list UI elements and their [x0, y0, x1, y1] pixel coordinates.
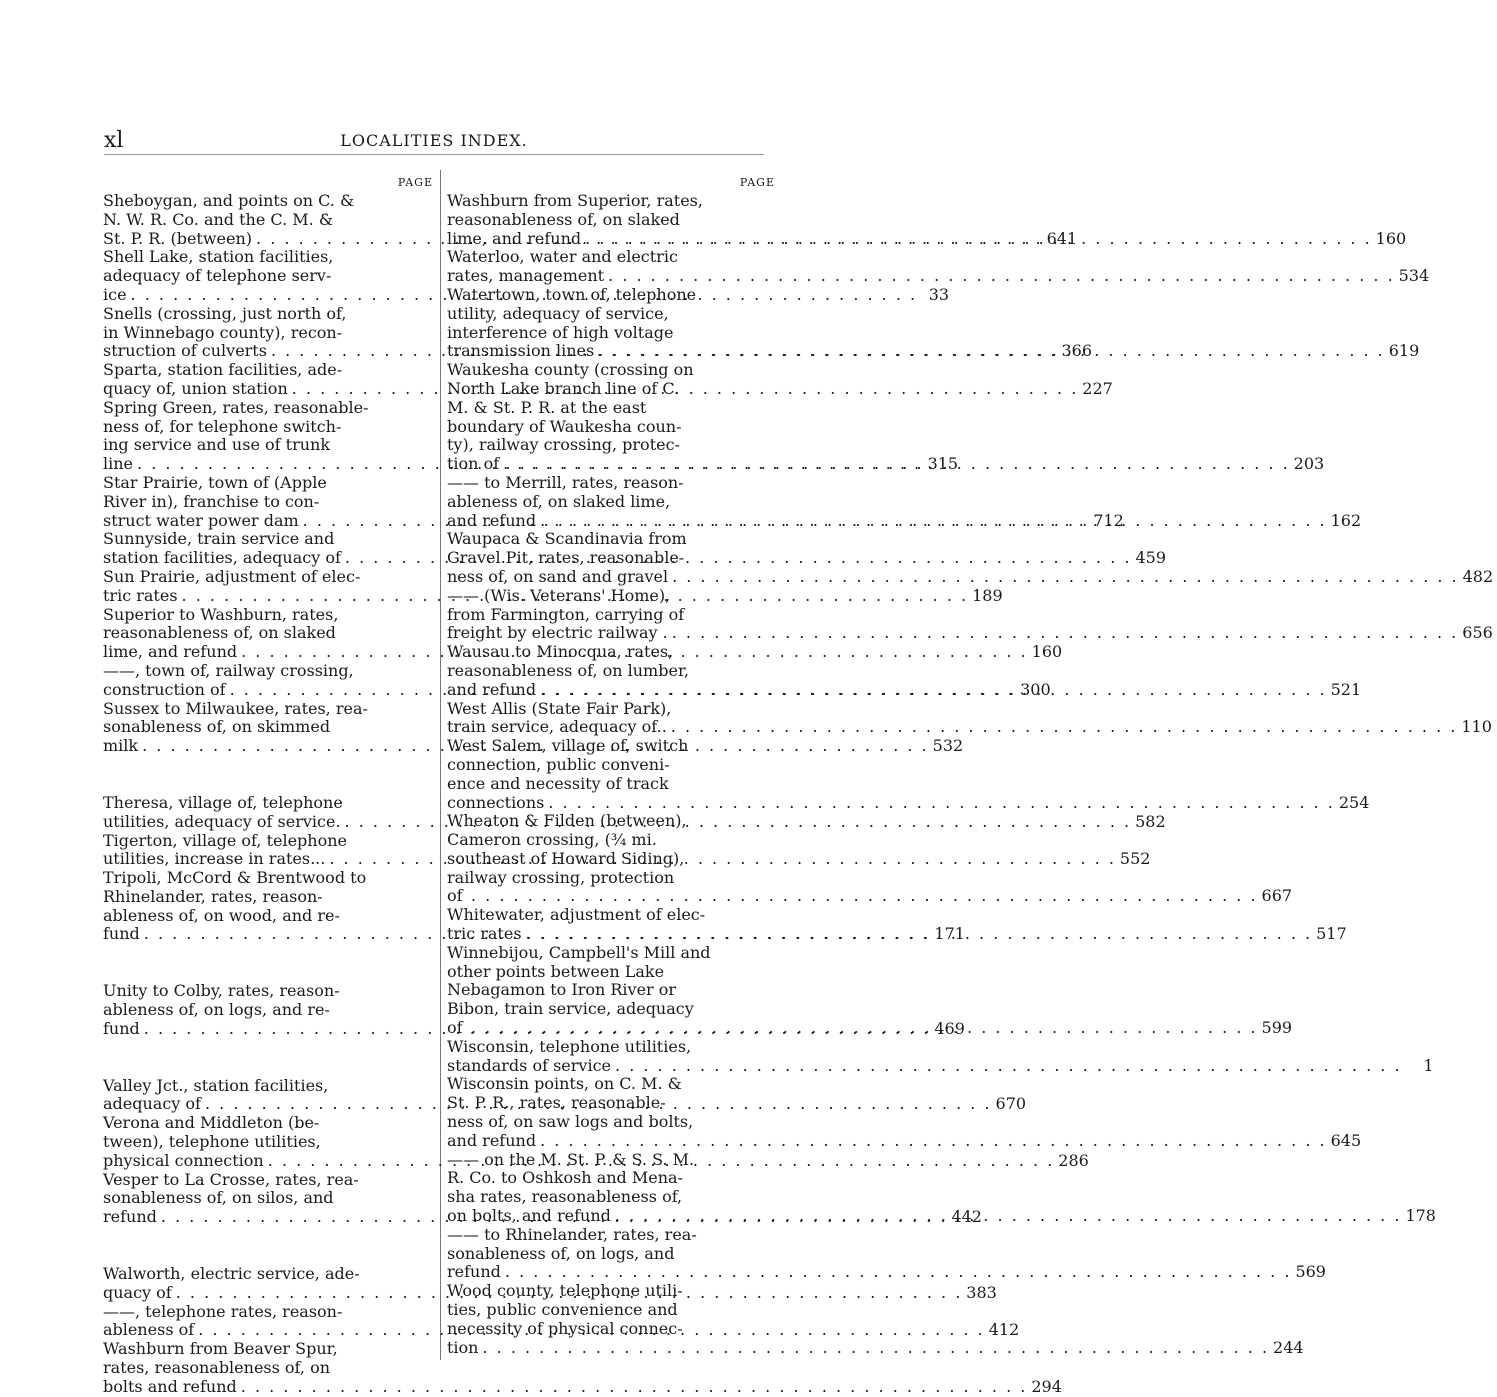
entry-line: refund	[103, 1207, 157, 1227]
entry-line: St. P. R. (between)	[103, 228, 253, 248]
entry-line: on bolts, and refund	[447, 1206, 611, 1226]
index-entry	[447, 247, 1430, 286]
entry-line: Sheboygan, and points on C. &	[103, 191, 355, 210]
entry-line: adequacy of telephone serv-	[103, 266, 332, 286]
entry-last-line	[447, 792, 1370, 813]
entry-line: ty), railway crossing, protec-	[447, 435, 680, 455]
entry-line: line	[103, 454, 134, 474]
entry-line: reasonableness of, on slaked	[447, 209, 680, 229]
entry-line: reasonableness of, on slaked	[103, 623, 336, 643]
entry-line: from Farmington, carrying of	[447, 604, 685, 624]
entry-line: boundary of Waukesha coun-	[447, 416, 682, 436]
page-ref: 670	[995, 1094, 1027, 1114]
page-ref: 1	[1423, 1055, 1434, 1075]
entry-line: ing service and use of trunk	[103, 435, 331, 455]
page-ref: 227	[1082, 378, 1113, 398]
index-entry	[447, 1224, 1326, 1282]
entry-line: St. P. R., rates, reasonable-	[447, 1093, 666, 1113]
leader-dots	[471, 1019, 1258, 1038]
page-column-heading: PAGE	[739, 176, 775, 189]
page-ref: 645	[1330, 1130, 1362, 1150]
leader-dots	[471, 887, 1258, 906]
page-ref: 160	[1375, 228, 1407, 248]
entry-line: tween), telephone utilities,	[103, 1132, 321, 1152]
entry-line: West Salem, village of, switch	[447, 736, 689, 756]
entry-line: ——, telephone rates, reason-	[103, 1301, 343, 1321]
leader-dots	[672, 568, 1459, 587]
entry-line: rates, reasonableness of, on	[103, 1358, 331, 1378]
page-ref: 254	[1338, 792, 1370, 812]
entry-line: ——, town of, railway crossing,	[103, 660, 354, 680]
entry-line: Sun Prairie, adjustment of elec-	[103, 566, 361, 586]
page-ref: 532	[932, 736, 964, 756]
leader-dots	[540, 681, 1327, 700]
entry-line: physical connection	[103, 1150, 264, 1170]
page-ref: 412	[988, 1320, 1020, 1340]
entry-line: quacy of	[103, 1282, 172, 1302]
entry-line: Verona and Middleton (be-	[103, 1113, 320, 1133]
entry-line: Waterloo, water and electric	[447, 247, 678, 267]
entry-line: Superior to Washburn, rates,	[103, 604, 339, 624]
page-column-heading: PAGE	[397, 176, 433, 189]
page-ref: 110	[1461, 717, 1492, 737]
page-ref: 178	[1405, 1206, 1436, 1226]
entry-line: train service, adequacy of..	[447, 717, 667, 737]
entry-line: fund	[103, 924, 140, 944]
entry-line: sonableness of, on logs, and	[447, 1243, 675, 1263]
entry-line: M. & St. P. R. at the east	[447, 397, 647, 417]
entry-line: ableness of, on slaked lime,	[447, 491, 671, 511]
leader-dots	[615, 1207, 1402, 1226]
page-ref: 599	[1261, 1018, 1293, 1038]
page-ref: 552	[1119, 849, 1151, 869]
entry-line: R. Co. to Oshkosh and Mena-	[447, 1168, 683, 1188]
entry-line: rates, management	[447, 266, 605, 286]
entry-last-line	[447, 717, 1492, 737]
leader-dots	[505, 1263, 1292, 1282]
page-ref: 383	[966, 1282, 997, 1302]
entry-line: —— (Wis. Veterans' Home),	[447, 585, 671, 605]
leader-dots	[503, 455, 1290, 474]
leader-dots	[540, 512, 1327, 531]
page-ref: 315	[927, 454, 959, 474]
entry-line: ice	[103, 284, 127, 304]
entry-line: ence and necessity of track	[447, 773, 669, 793]
entry-line: Whitewater, adjustment of elec-	[447, 905, 706, 925]
page-ref: 569	[1295, 1262, 1326, 1282]
entry-line: struct water power dam	[103, 510, 299, 530]
letter-group-gap	[103, 756, 437, 794]
page-ref: 300	[1020, 679, 1051, 699]
entry-last-line	[447, 1337, 1304, 1358]
leader-dots	[598, 342, 1385, 361]
entry-line: ableness of	[103, 1320, 195, 1340]
entry-line: Wisconsin points, on C. M. &	[447, 1074, 682, 1094]
entry-line: tion	[447, 1337, 479, 1357]
entry-line: Wisconsin, telephone utilities,	[447, 1036, 692, 1056]
entry-line: ableness of, on wood, and re-	[103, 905, 340, 925]
page-title: LOCALITIES INDEX.	[340, 131, 528, 150]
entry-line: construction of	[103, 679, 226, 699]
entry-line: refund	[447, 1262, 501, 1282]
page-number: xl	[104, 128, 124, 153]
page-ref: 162	[1330, 510, 1362, 530]
entry-line: Sussex to Milwaukee, rates, rea-	[103, 698, 368, 718]
page-ref: 366	[1061, 341, 1093, 361]
entry-last-line: of . . . 599	[467, 1019, 779, 1038]
page-ref: 189	[972, 585, 1003, 605]
page-ref: 203	[1293, 454, 1325, 474]
page-ref: 534	[1398, 266, 1430, 286]
entry-line: Watertown, town of, telephone	[447, 284, 697, 304]
leader-dots	[540, 1132, 1327, 1151]
entry-line: interference of high voltage	[447, 322, 674, 342]
page-ref: 160	[1031, 642, 1063, 662]
entry-line: Winnebijou, Campbell's Mill and	[447, 942, 711, 962]
letter-group-gap	[103, 944, 437, 982]
leader-dots	[615, 1057, 1402, 1076]
entry-line: sonableness of, on silos, and	[103, 1188, 334, 1208]
entry-line: ties, public convenience and	[447, 1300, 678, 1320]
entry-line: quacy of, union station	[103, 378, 288, 398]
page-ref: 712	[1093, 510, 1124, 530]
entry-line: utilities, adequacy of service.	[103, 811, 341, 831]
page-ref: 244	[1273, 1337, 1304, 1357]
entry-line: necessity of physical connec-	[447, 1318, 683, 1338]
entry-line: —— to Merrill, rates, reason-	[447, 472, 684, 492]
page-ref: 656	[1462, 623, 1493, 643]
leader-dots	[548, 794, 1335, 813]
leader-dots	[526, 925, 1313, 944]
entry-line: adequacy of	[103, 1094, 201, 1114]
entry-line: Sunnyside, train service and	[103, 529, 335, 549]
entry-line: utilities, increase in rates...	[103, 849, 326, 869]
entry-line: lime, and refund	[103, 642, 238, 662]
leader-dots	[608, 267, 1395, 286]
entry-line: Washburn from Beaver Spur,	[103, 1339, 338, 1359]
entry-line: —— to Rhinelander, rates, rea-	[447, 1224, 697, 1244]
entry-line: Cameron crossing, (¾ mi.	[447, 830, 657, 850]
entry-line: Nebagamon to Iron River or	[447, 980, 677, 1000]
entry-line: Theresa, village of, telephone	[103, 792, 343, 812]
entry-line: tric rates	[103, 585, 178, 605]
page-ref: 33	[928, 284, 950, 304]
entry-last-line	[447, 1055, 1434, 1076]
entry-line: West Allis (State Fair Park),	[447, 698, 672, 718]
page-ref: 619	[1388, 341, 1420, 361]
page-ref: 469	[934, 1018, 965, 1038]
entry-line: Wheaton & Filden (between),	[447, 811, 687, 831]
page-header	[104, 128, 764, 155]
entry-line: ness of, for telephone switch-	[103, 416, 342, 436]
entry-line: ness of, on saw logs and bolts,	[447, 1112, 694, 1132]
entry-line: station facilities, adequacy of	[103, 548, 341, 568]
page-ref: 521	[1330, 679, 1362, 699]
entry-line: connection, public conveni-	[447, 754, 670, 774]
page-ref: 517	[1316, 924, 1347, 944]
entry-line: reasonableness of, on lumber,	[447, 660, 689, 680]
index-entry	[447, 1036, 1434, 1076]
entry-line: struction of culverts	[103, 341, 267, 361]
entry-line: connections	[447, 792, 545, 812]
entry-line: utility, adequacy of service,	[447, 303, 669, 323]
entry-line: freight by electric railway .	[447, 623, 668, 643]
entry-line: ness of, on sand and gravel	[447, 566, 669, 586]
entry-line: lime, and refund	[447, 228, 582, 248]
page-ref: 582	[1135, 811, 1166, 831]
entry-last-line	[447, 1130, 1362, 1151]
entry-line: transmission lines	[447, 341, 595, 361]
entry-line: southeast of Howard Siding),	[447, 848, 685, 868]
entry-line: and refund	[447, 1130, 537, 1150]
entry-line: N. W. R. Co. and the C. M. &	[103, 209, 334, 229]
entry-line: Unity to Colby, rates, reason-	[103, 981, 340, 1001]
entry-line: Gravel Pit, rates, reasonable-	[447, 548, 685, 568]
entry-line: tric rates	[447, 924, 522, 944]
leader-dots	[585, 230, 1372, 249]
entry-line: Snells (crossing, just north of,	[103, 303, 347, 323]
entry-line: —— on the M. St. P. & S. S. M.	[447, 1149, 695, 1169]
leader-dots	[482, 1339, 1269, 1358]
entry-line: tion of	[447, 454, 500, 474]
letter-group-gap	[103, 1227, 437, 1265]
entry-line: Rhinelander, rates, reason-	[103, 886, 323, 906]
entry-line: Washburn from Superior, rates,	[447, 191, 703, 210]
entry-line: other points between Lake	[447, 961, 665, 981]
index-entry	[447, 698, 1492, 738]
entry-last-line: of . . . 667	[467, 887, 779, 906]
entry-line: Tripoli, McCord & Brentwood to	[103, 868, 367, 888]
entry-line: sha rates, reasonableness of,	[447, 1187, 683, 1207]
page-ref: 667	[1261, 886, 1293, 906]
entry-line: and refund	[447, 679, 537, 699]
entry-last-line	[447, 566, 1494, 587]
entry-line: in Winnebago county), recon-	[103, 322, 343, 342]
entry-last-line	[447, 266, 1430, 286]
entry-line: Shell Lake, station facilities,	[103, 247, 334, 267]
entry-line: fund	[103, 1018, 140, 1038]
leader-dots	[671, 718, 1458, 737]
leader-dots	[241, 1378, 1028, 1397]
page-ref: 286	[1058, 1150, 1089, 1170]
letter-group-gap	[103, 1039, 437, 1077]
entry-line: bolts and refund	[103, 1376, 237, 1396]
entry-last-line	[447, 1262, 1326, 1282]
page-ref: 482	[1462, 566, 1494, 586]
entry-line: Waukesha county (crossing on	[447, 360, 694, 380]
entry-line: standards of service	[447, 1055, 612, 1075]
entry-line: North Lake branch line of C.	[447, 378, 680, 398]
page-ref: 641	[1046, 228, 1078, 248]
page-ref: 442	[951, 1207, 982, 1227]
page-ref: 294	[1031, 1376, 1062, 1396]
entry-line: Spring Green, rates, reasonable-	[103, 397, 369, 417]
entry-line: sonableness of, on skimmed	[103, 717, 331, 737]
page-ref: 171	[934, 924, 965, 944]
entry-line: Walworth, electric service, ade-	[103, 1264, 360, 1284]
entry-line: Vesper to La Crosse, rates, rea-	[103, 1169, 359, 1189]
entry-line: Star Prairie, town of (Apple	[103, 472, 327, 492]
entry-line: Tigerton, village of, telephone	[103, 830, 348, 850]
entry-last-line	[103, 1376, 1062, 1397]
entry-line: River in), franchise to con-	[103, 491, 320, 511]
entry-line: ableness of, on logs, and re-	[103, 1000, 330, 1020]
entry-line: and refund	[447, 510, 537, 530]
entry-last-line	[447, 623, 1493, 643]
entry-line: Wood county, telephone utili-	[447, 1281, 683, 1301]
entry-line: Wausau to Minocqua, rates,	[447, 642, 674, 662]
entry-line: Bibon, train service, adequacy	[447, 999, 694, 1019]
entry-line: Sparta, station facilities, ade-	[103, 360, 343, 380]
entry-line: milk	[103, 736, 139, 756]
leader-dots	[672, 624, 1459, 643]
entry-line: Valley Jct., station facilities,	[103, 1075, 329, 1095]
page-ref: 459	[1135, 548, 1166, 568]
entry-line: railway crossing, protection	[447, 867, 675, 887]
entry-line: Waupaca & Scandinavia from	[447, 529, 687, 549]
